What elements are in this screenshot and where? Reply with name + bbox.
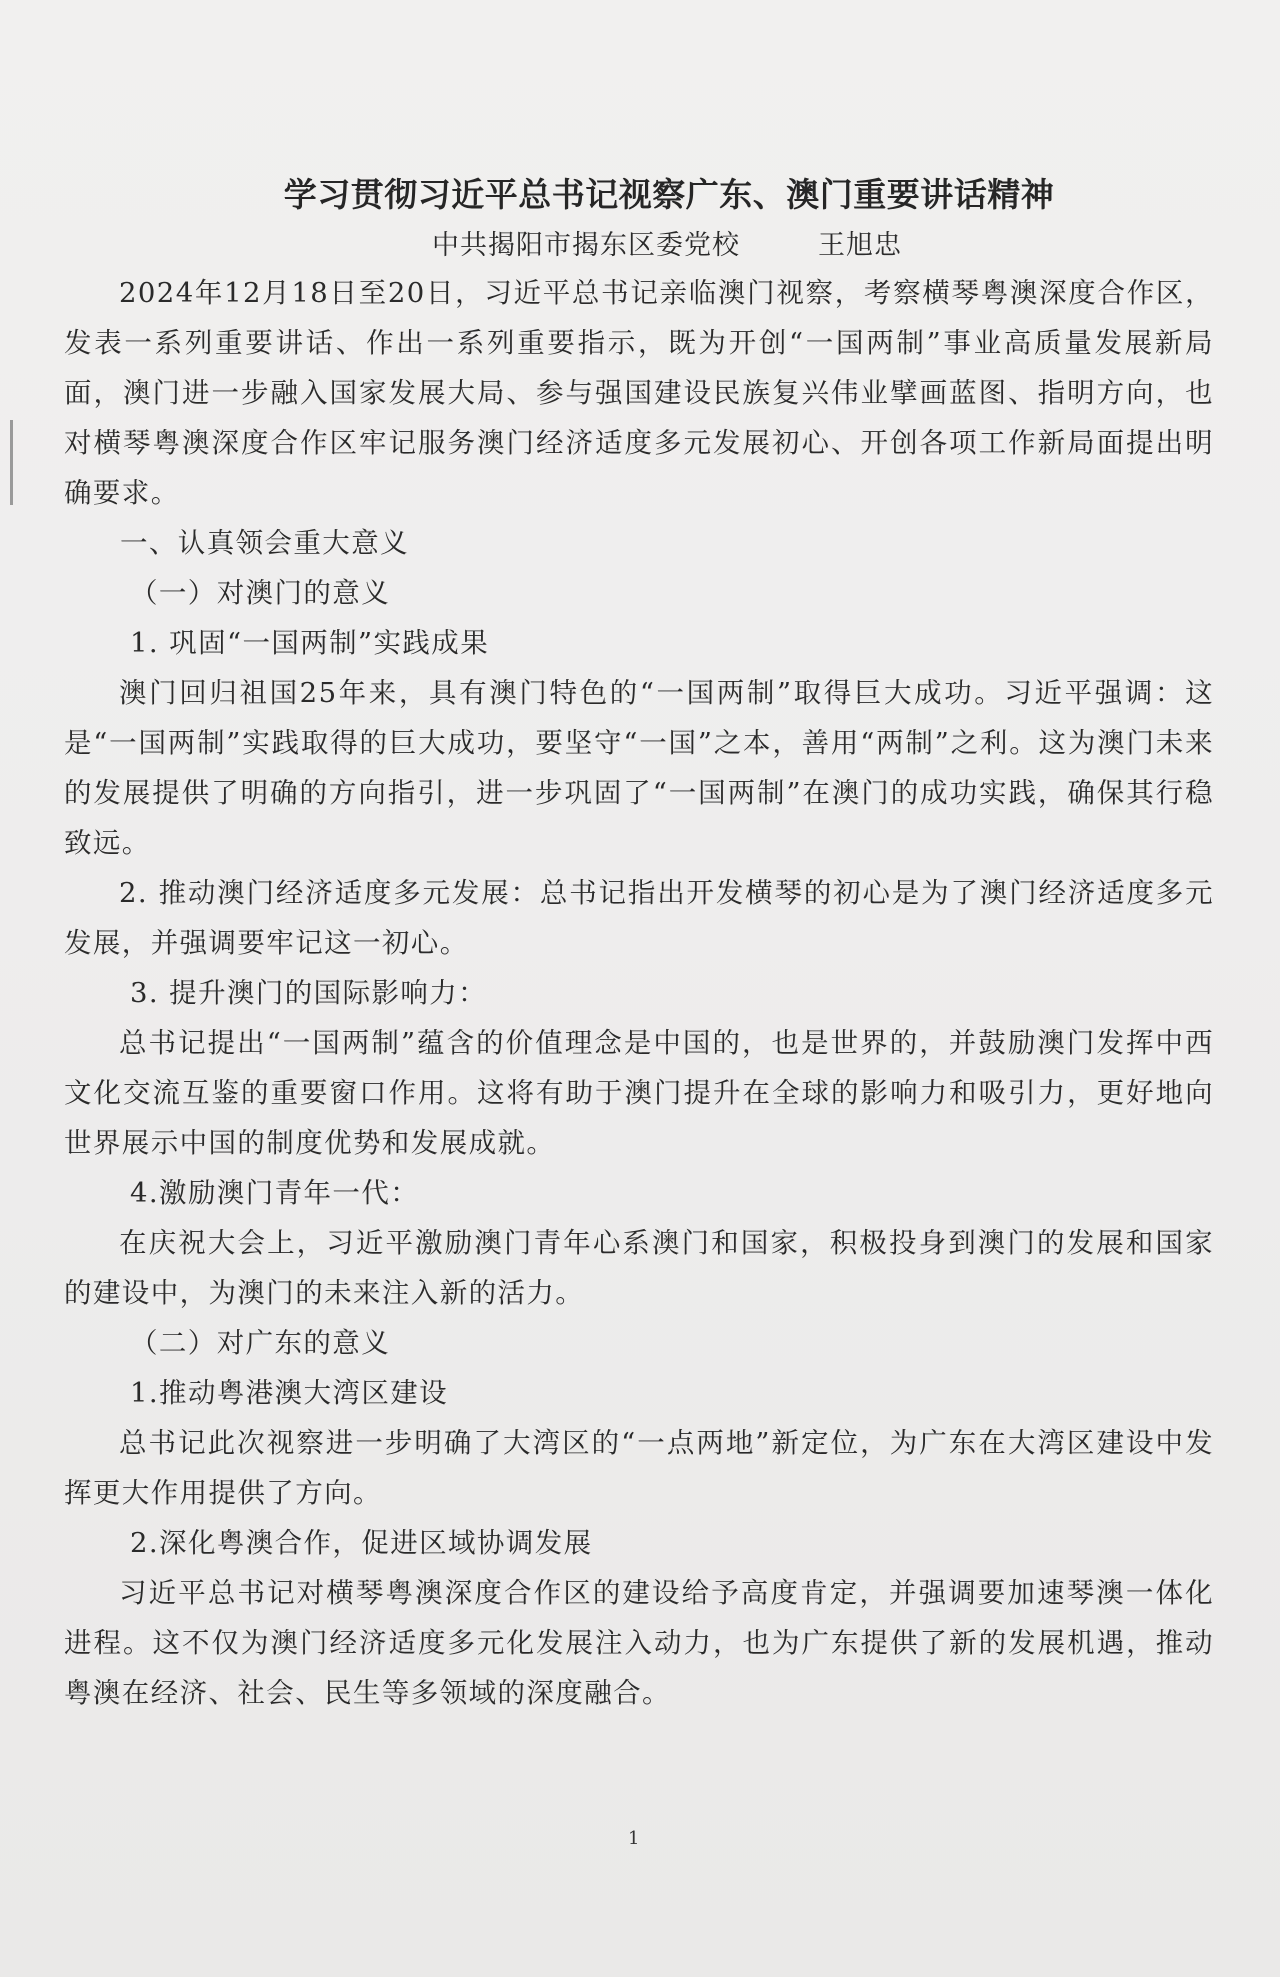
- guangdong-paragraph-2: 习近平总书记对横琴粤澳深度合作区的建设给予高度肯定，并强调要加速琴澳一体化进程。这不仅为澳门经济适度多元化发展注入动力，也为广东提供了新的发展机遇，推动粤澳在经济、社会、民生等多领域的深度融合。: [64, 1577, 1214, 1709]
- byline-organization: 中共揭阳市揭东区委党校: [432, 230, 740, 261]
- item-heading-4: 4.激励澳门青年一代：: [130, 1177, 420, 1209]
- document-title: 学习贯彻习近平总书记视察广东、澳门重要讲话精神: [283, 175, 1055, 214]
- guangdong-heading-1: 1.推动粤港澳大湾区建设: [130, 1377, 449, 1409]
- item-paragraph-1: 澳门回归祖国25年来，具有澳门特色的“一国两制”取得巨大成功。习近平强调：这是“一国两制”实践取得的巨大成功，要坚守“一国”之本，善用“两制”之利。这为澳门未来的发展提供了明确的方向指引，进一步巩固了“一国两制”在澳门的成功实践，确保其行稳致远。: [64, 677, 1214, 859]
- document-body: [64, 170, 1214, 1718]
- margin-mark: [10, 420, 13, 505]
- guangdong-paragraph-1: 总书记此次视察进一步明确了大湾区的“一点两地”新定位，为广东在大湾区建设中发挥更大作用提供了方向。: [64, 1427, 1214, 1509]
- intro-paragraph: 2024年12月18日至20日，习近平总书记亲临澳门视察，考察横琴粤澳深度合作区，发表一系列重要讲话、作出一系列重要指示，既为开创“一国两制”事业高质量发展新局面，澳门进一步融入国家发展大局、参与强国建设民族复兴伟业擘画蓝图、指明方向，也对横琴粤澳深度合作区牢记服务澳门经济适度多元发展初心、开创各项工作新局面提出明确要求。: [64, 277, 1214, 509]
- subsection-heading-macau: （一）对澳门的意义: [130, 577, 391, 609]
- byline-author: 王旭忠: [818, 230, 902, 261]
- page-number: 1: [628, 1828, 640, 1849]
- item-heading-3: 3. 提升澳门的国际影响力：: [130, 977, 488, 1009]
- item-heading-1: 1. 巩固“一国两制”实践成果: [130, 627, 490, 659]
- byline: [64, 224, 1214, 268]
- section-heading-1: 一、认真领会重大意义: [120, 527, 409, 559]
- item-paragraph-4: 在庆祝大会上，习近平激励澳门青年心系澳门和国家，积极投身到澳门的发展和国家的建设中，为澳门的未来注入新的活力。: [64, 1227, 1214, 1309]
- guangdong-heading-2: 2.深化粤澳合作，促进区域协调发展: [130, 1527, 593, 1559]
- item-paragraph-3: 总书记提出“一国两制”蕴含的价值理念是中国的，也是世界的，并鼓励澳门发挥中西文化交流互鉴的重要窗口作用。这将有助于澳门提升在全球的影响力和吸引力，更好地向世界展示中国的制度优势和发展成就。: [64, 1027, 1214, 1159]
- subsection-heading-guangdong: （二）对广东的意义: [130, 1327, 391, 1359]
- item-paragraph-2: 2. 推动澳门经济适度多元发展：总书记指出开发横琴的初心是为了澳门经济适度多元发展，并强调要牢记这一初心。: [64, 877, 1214, 959]
